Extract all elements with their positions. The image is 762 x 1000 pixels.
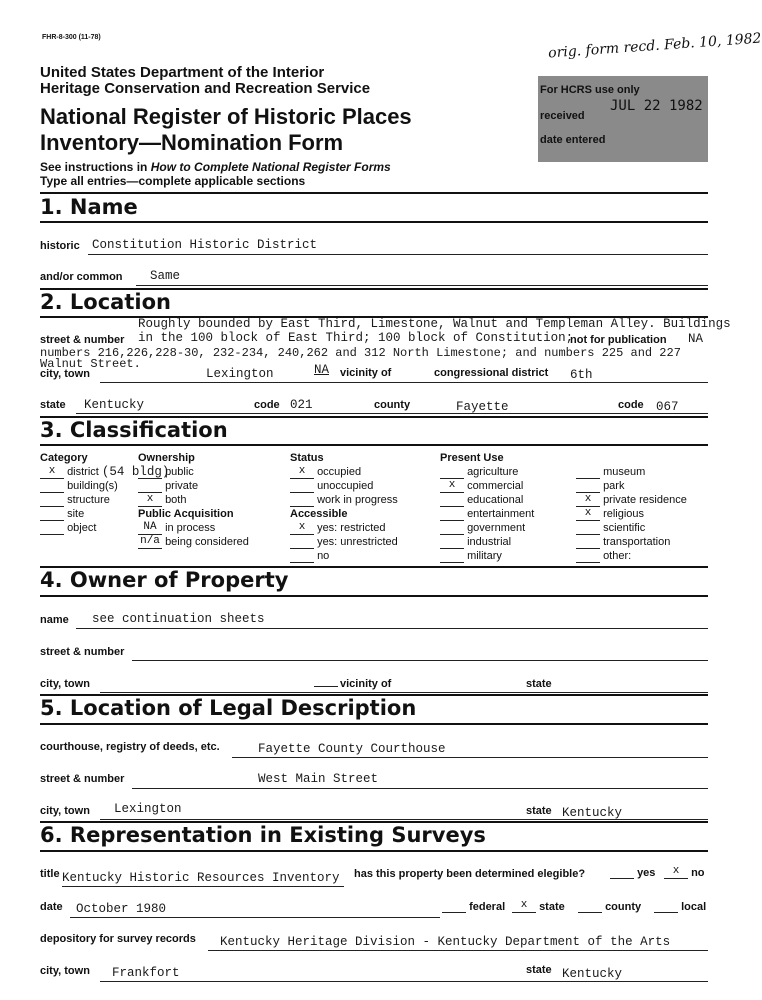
- option-label: structure: [67, 494, 110, 506]
- rule: [40, 595, 708, 597]
- option-label: scientific: [603, 522, 646, 534]
- use-park: [576, 479, 687, 493]
- use-transportation: [576, 535, 687, 549]
- handwritten-note: orig. form recd. Feb. 10, 1982: [547, 30, 762, 62]
- use-agriculture: [440, 465, 534, 479]
- survey-title-label: title: [40, 868, 60, 880]
- option-label: park: [603, 480, 625, 492]
- rule: [100, 819, 708, 820]
- check-mark: [40, 522, 64, 535]
- check-mark: [576, 522, 600, 535]
- option-label: both: [165, 494, 187, 506]
- owner-city-label: city, town: [40, 678, 90, 690]
- option-label: work in progress: [317, 494, 398, 506]
- check-mark: n/a: [138, 536, 162, 549]
- use-private-residence: [576, 493, 687, 507]
- use-other: [576, 549, 687, 563]
- department-line-1: United States Department of the Interior: [40, 64, 325, 81]
- check-mark: [290, 550, 314, 563]
- owner-name-label: name: [40, 614, 69, 626]
- street-label: street & number: [40, 334, 125, 346]
- survey-title-value: Kentucky Historic Resources Inventory: [62, 871, 340, 885]
- ownership-private: [138, 479, 249, 493]
- owner-state-label: state: [526, 678, 552, 690]
- accessible-heading: Accessible: [290, 508, 348, 520]
- instructions-line-1: [40, 160, 391, 174]
- use-scientific: [576, 521, 687, 535]
- vicinity-label: vicinity of: [340, 367, 392, 379]
- check-mark: [440, 508, 464, 521]
- instructions-ref: How to Complete National Register Forms: [150, 160, 391, 174]
- check-mark: [576, 466, 600, 479]
- rule: [132, 788, 708, 789]
- level-state: [512, 900, 565, 913]
- rule: [88, 254, 708, 255]
- survey-state-value: Kentucky: [562, 967, 623, 981]
- state-code-value: 021: [290, 398, 313, 412]
- owner-street-label: street & number: [40, 646, 125, 658]
- use-military: [440, 549, 534, 563]
- level-local: [654, 900, 706, 913]
- acquisition-heading: Public Acquisition: [138, 508, 234, 520]
- check-mark: [138, 466, 162, 479]
- stamp-line-3: date entered: [540, 134, 606, 146]
- street-line-1: Roughly bounded by East Third, Limestone, Walnut and Templeman Alley. Buildings: [138, 317, 731, 331]
- rule: [40, 850, 708, 852]
- option-label: yes: [637, 867, 656, 879]
- city-label: city, town: [40, 368, 90, 380]
- check-mark: [290, 536, 314, 549]
- use-industrial: [440, 535, 534, 549]
- county-code-label: code: [618, 399, 644, 411]
- option-label: religious: [603, 508, 645, 520]
- option-label: unoccupied: [317, 480, 374, 492]
- use-government: [440, 521, 534, 535]
- rule: [62, 886, 344, 887]
- option-label: yes: restricted: [317, 522, 386, 534]
- congress-value: 6th: [570, 368, 593, 382]
- check-mark: [40, 480, 64, 493]
- survey-date-value: October 1980: [76, 902, 167, 916]
- ownership-both: [138, 493, 249, 507]
- option-label: educational: [467, 494, 524, 506]
- use-educational: [440, 493, 534, 507]
- rule: [136, 285, 708, 286]
- owner-vicinity-label: vicinity of: [340, 678, 392, 690]
- check-mark: [290, 480, 314, 493]
- county-code-value: 067: [656, 400, 679, 414]
- instructions-text: See instructions in: [40, 160, 151, 174]
- category-heading: Category: [40, 452, 88, 464]
- owner-name-value: see continuation sheets: [92, 612, 265, 626]
- courthouse-label: courthouse, registry of deeds, etc.: [40, 741, 220, 753]
- legal-city-label: city, town: [40, 805, 90, 817]
- option-label: federal: [469, 901, 506, 913]
- check-mark: [40, 508, 64, 521]
- check-mark: [40, 494, 64, 507]
- courthouse-value: Fayette County Courthouse: [258, 742, 446, 756]
- legal-state-label: state: [526, 805, 552, 817]
- rule: [40, 723, 708, 725]
- state-label: state: [40, 399, 66, 411]
- eligible-yes: [610, 866, 655, 879]
- depository-label: depository for survey records: [40, 933, 196, 945]
- rule: [314, 686, 338, 687]
- check-mark: x: [290, 522, 314, 535]
- check-mark: x: [440, 480, 464, 493]
- option-label: museum: [603, 466, 646, 478]
- legal-state-value: Kentucky: [562, 806, 623, 820]
- rule: [100, 382, 708, 383]
- status-unoccupied: [290, 479, 398, 493]
- section-3-heading: 3. Classification: [40, 418, 228, 442]
- option-label: private: [165, 480, 199, 492]
- survey-date-label: date: [40, 901, 63, 913]
- rule: [232, 757, 708, 758]
- option-label: occupied: [317, 466, 362, 478]
- check-mark: [440, 522, 464, 535]
- survey-city-value: Frankfort: [112, 966, 180, 980]
- rule: [40, 192, 708, 194]
- instructions-line-2: Type all entries—complete applicable sections: [40, 174, 306, 188]
- option-label: being considered: [165, 536, 249, 548]
- option-label: local: [681, 901, 707, 913]
- check-mark: x: [664, 866, 688, 879]
- present-use-column-2: [576, 465, 687, 563]
- option-label: other:: [603, 550, 632, 562]
- option-label: agriculture: [467, 466, 519, 478]
- option-label: district: [67, 466, 99, 478]
- check-mark: [440, 536, 464, 549]
- option-label: transportation: [603, 536, 671, 548]
- present-use-column-1: [440, 451, 534, 563]
- rule: [208, 950, 708, 951]
- historic-label: historic: [40, 240, 80, 252]
- legal-street-label: street & number: [40, 773, 125, 785]
- congress-label: congressional district: [434, 367, 549, 379]
- department-line-2: Heritage Conservation and Recreation Service: [40, 80, 371, 97]
- use-museum: [576, 465, 687, 479]
- check-mark: [576, 536, 600, 549]
- form-id: FHR-8-300 (11-78): [42, 34, 101, 41]
- option-label: public: [165, 466, 194, 478]
- use-entertainment: [440, 507, 534, 521]
- common-label: and/or common: [40, 271, 123, 283]
- survey-city-label: city, town: [40, 965, 90, 977]
- option-label: entertainment: [467, 508, 535, 520]
- check-mark: [578, 900, 602, 913]
- rule: [40, 444, 708, 446]
- legal-street-value: West Main Street: [258, 772, 379, 786]
- check-mark: x: [290, 466, 314, 479]
- eligible-no: [664, 866, 705, 879]
- stamp-line-2: received: [540, 110, 585, 122]
- street-line-3: numbers 216,226,228-30, 232-234, 240,262 and 312 North Limestone; and numbers 225 and 227: [40, 346, 681, 360]
- ownership-public: [138, 465, 249, 479]
- vicinity-mark: NA: [314, 363, 330, 377]
- check-mark: [610, 866, 634, 879]
- state-value: Kentucky: [84, 398, 145, 412]
- check-mark: x: [512, 900, 536, 913]
- depository-value: Kentucky Heritage Division - Kentucky Department of the Arts: [220, 935, 671, 949]
- use-religious: [576, 507, 687, 521]
- check-mark: x: [576, 508, 600, 521]
- level-federal: [442, 900, 505, 913]
- option-label: in process: [165, 522, 216, 534]
- legal-city-value: Lexington: [114, 802, 182, 816]
- check-mark: [442, 900, 466, 913]
- ownership-column: [138, 451, 249, 549]
- county-label: county: [374, 399, 411, 411]
- acquisition-being-considered: [138, 535, 249, 549]
- not-for-publication-value: NA: [688, 332, 704, 346]
- option-label: private residence: [603, 494, 687, 506]
- ownership-heading: Ownership: [138, 452, 195, 464]
- stamp-line-1: For HCRS use only: [540, 84, 640, 96]
- present-use-heading: Present Use: [440, 452, 504, 464]
- historic-value: Constitution Historic District: [92, 238, 318, 252]
- check-mark: [654, 900, 678, 913]
- option-label: military: [467, 550, 502, 562]
- street-line-2: in the 100 block of East Third; 100 block of Constitution;: [138, 331, 574, 345]
- check-mark: [576, 550, 600, 563]
- city-value: Lexington: [206, 367, 274, 381]
- state-code-label: code: [254, 399, 280, 411]
- option-label: no: [691, 867, 705, 879]
- district-note: (54 bldg): [101, 465, 170, 479]
- status-column: [290, 451, 398, 563]
- stamp-date: JUL 22 1982: [610, 98, 703, 114]
- option-label: no: [317, 550, 330, 562]
- rule: [132, 660, 708, 661]
- check-mark: [290, 494, 314, 507]
- check-mark: [440, 466, 464, 479]
- option-label: object: [67, 522, 97, 534]
- rule: [76, 413, 708, 414]
- hcrs-stamp-box: [538, 76, 708, 162]
- rule: [100, 981, 708, 982]
- acquisition-in-process: [138, 521, 249, 535]
- check-mark: [576, 480, 600, 493]
- status-occupied: [290, 465, 398, 479]
- rule: [70, 917, 440, 918]
- option-label: county: [605, 901, 642, 913]
- form-title-2: Inventory—Nomination Form: [40, 130, 344, 155]
- option-label: site: [67, 508, 85, 520]
- section-4-heading: 4. Owner of Property: [40, 568, 289, 592]
- check-mark: NA: [138, 522, 162, 535]
- section-5-heading: 5. Location of Legal Description: [40, 696, 417, 720]
- option-label: commercial: [467, 480, 524, 492]
- rule: [40, 221, 708, 223]
- check-mark: x: [138, 494, 162, 507]
- check-mark: x: [40, 466, 64, 479]
- status-work-in-progress: [290, 493, 398, 507]
- rule: [76, 628, 708, 629]
- survey-state-label: state: [526, 964, 552, 976]
- section-1-heading: 1. Name: [40, 195, 138, 219]
- form-title-1: National Register of Historic Places: [40, 104, 412, 129]
- section-2-heading: 2. Location: [40, 290, 171, 314]
- option-label: government: [467, 522, 526, 534]
- accessible-unrestricted: [290, 535, 398, 549]
- check-mark: x: [576, 494, 600, 507]
- option-label: state: [539, 901, 565, 913]
- check-mark: [440, 494, 464, 507]
- accessible-restricted: [290, 521, 398, 535]
- option-label: industrial: [467, 536, 512, 548]
- section-6-heading: 6. Representation in Existing Surveys: [40, 823, 486, 847]
- option-label: yes: unrestricted: [317, 536, 398, 548]
- status-heading: Status: [290, 452, 324, 464]
- accessible-no: [290, 549, 398, 563]
- level-county: [578, 900, 641, 913]
- county-value: Fayette: [456, 400, 509, 414]
- check-mark: [138, 480, 162, 493]
- not-for-publication-label: not for publication: [570, 334, 667, 346]
- common-value: Same: [150, 269, 181, 283]
- check-mark: [440, 550, 464, 563]
- eligible-question: has this property been determined elegible?: [354, 868, 586, 880]
- street-line-4: Walnut Street.: [40, 357, 141, 371]
- option-label: building(s): [67, 480, 118, 492]
- use-commercial: [440, 479, 534, 493]
- rule: [100, 692, 708, 693]
